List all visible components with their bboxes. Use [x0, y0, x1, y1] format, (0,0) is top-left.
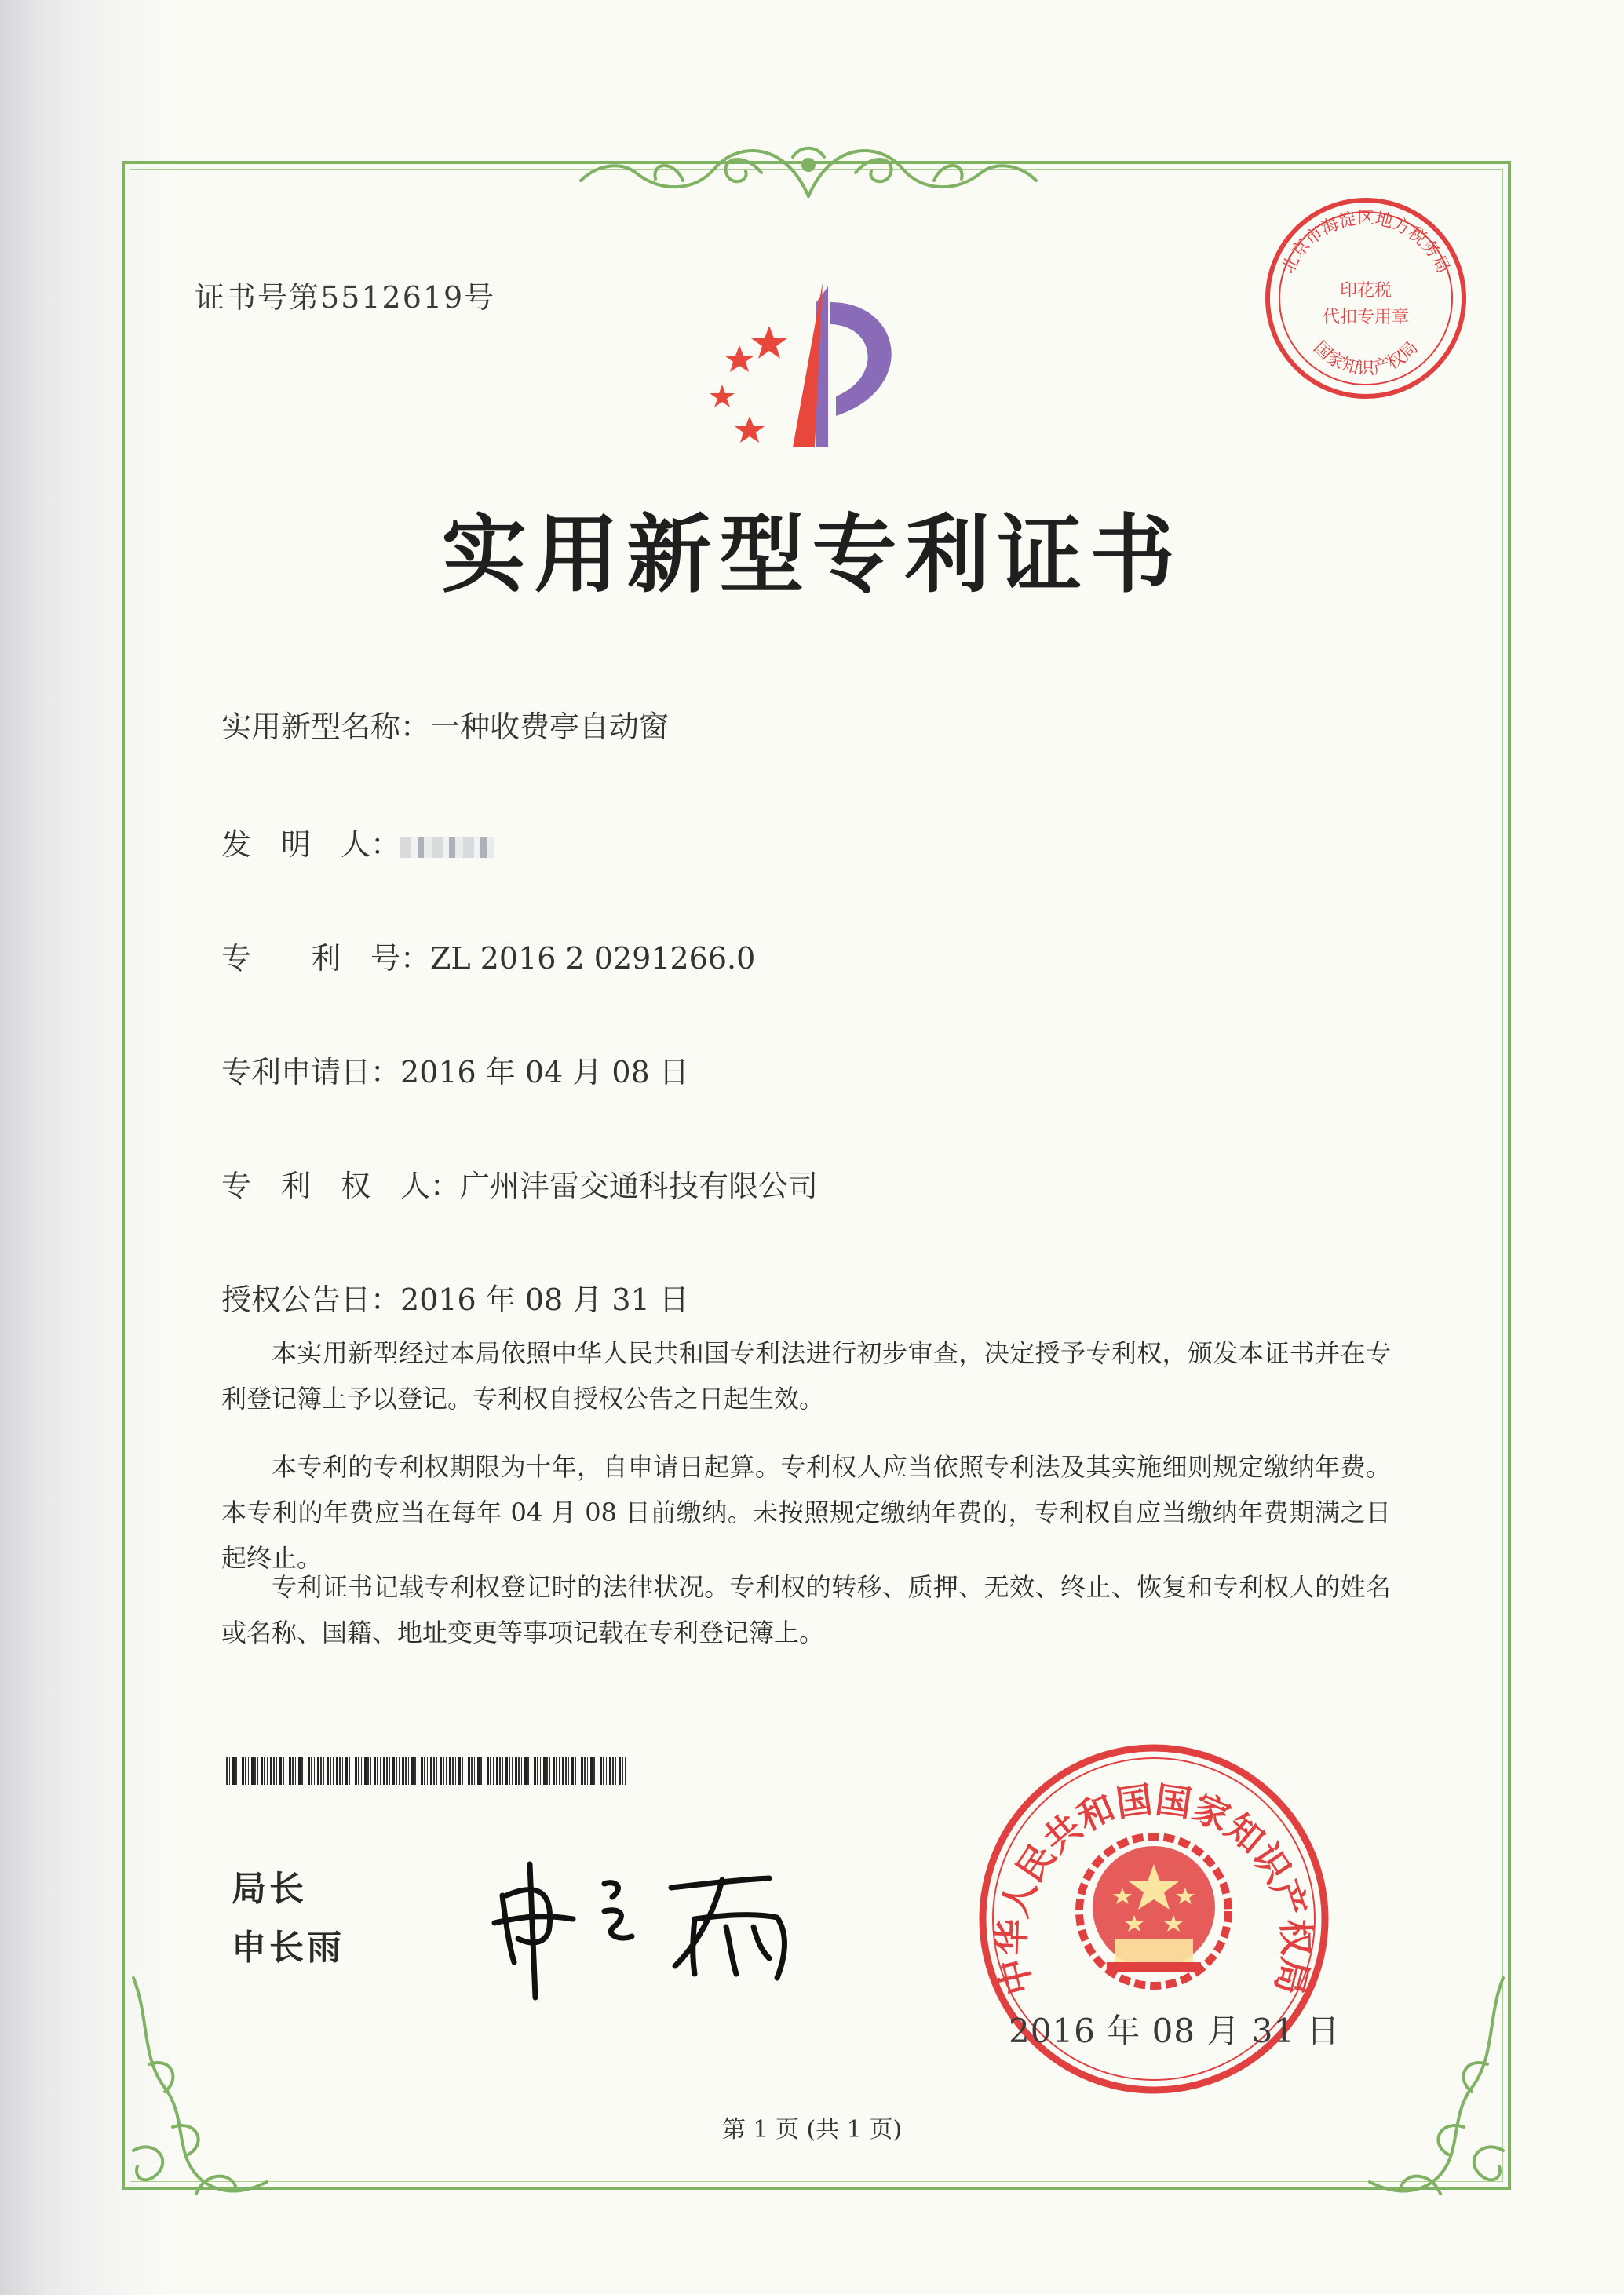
patent-office-logo [691, 271, 934, 459]
field-grant-announcement-date [221, 1275, 689, 1319]
seal-date: 2016 年 08 月 31 日 [1009, 2012, 1341, 2050]
field-label: 专 利 号： [221, 941, 431, 976]
tax-stamp-line2: 代扣专用章 [1322, 308, 1410, 327]
field-value: 2016 年 04 月 08 日 [400, 1055, 689, 1089]
bottom-left-ornament [118, 1970, 275, 2206]
field-label: 专利申请日： [221, 1055, 401, 1089]
official-seal-text: 中华人民共和国国家知识产权局 [990, 1778, 1318, 1999]
redacted-inventor-name [400, 837, 494, 858]
top-ornament [565, 126, 1052, 212]
director-title: 局长 [232, 1869, 307, 1909]
director-signature [487, 1848, 824, 2005]
national-emblem-icon [1079, 1837, 1228, 1986]
tax-stamp-line1: 印花税 [1339, 281, 1392, 301]
certificate-number: 证书号第5512619号 [195, 280, 496, 315]
field-utility-model-name [221, 702, 669, 746]
field-label: 实用新型名称： [221, 710, 431, 744]
director-name: 申长雨 [232, 1928, 345, 1968]
field-label: 发 明 人： [221, 827, 401, 862]
body-paragraph-1: 本实用新型经过本局依照中华人民共和国专利法进行初步审查，决定授予专利权，颁发本证书并在专利登记簿上予以登记。专利权自授权公告之日起生效。 [221, 1338, 1391, 1414]
certificate-title: 实用新型专利证书 [441, 506, 1183, 604]
field-patent-number [221, 934, 755, 977]
body-paragraph-3: 专利证书记载专利权登记时的法律状况。专利权的转移、质押、无效、终止、恢复和专利权人的姓名或名称、国籍、地址变更等事项记载在专利登记簿上。 [221, 1572, 1391, 1647]
field-value: ZL 2016 2 0291266.0 [430, 941, 756, 976]
tax-stamp [1260, 192, 1472, 404]
field-value: 一种收费亭自动窗 [430, 710, 670, 744]
field-value: 2016 年 08 月 31 日 [400, 1282, 689, 1317]
body-paragraph-2: 本专利的专利权期限为十年，自申请日起算。专利权人应当依照专利法及其实施细则规定缴纳年费。本专利的年费应当在每年 04 月 08 日前缴纳。未按照规定缴纳年费的，专利权自应当缴纳年费期满之日起终止。 [221, 1452, 1391, 1573]
field-patentee [221, 1162, 818, 1205]
field-label: 授权公告日： [221, 1282, 401, 1317]
field-inventor [221, 820, 494, 863]
page-number: 第 1 页 (共 1 页) [721, 2116, 903, 2144]
barcode [226, 1757, 626, 1785]
tax-stamp-bottom-text: 国家知识产权局 [1309, 338, 1422, 379]
field-application-date [221, 1048, 689, 1091]
bottom-right-ornament [1362, 1970, 1519, 2206]
field-label: 专 利 权 人： [221, 1169, 461, 1203]
field-value: 广州沣雷交通科技有限公司 [460, 1169, 819, 1203]
tax-stamp-outer-text: 北京市海淀区地方税务局 [1278, 209, 1454, 277]
